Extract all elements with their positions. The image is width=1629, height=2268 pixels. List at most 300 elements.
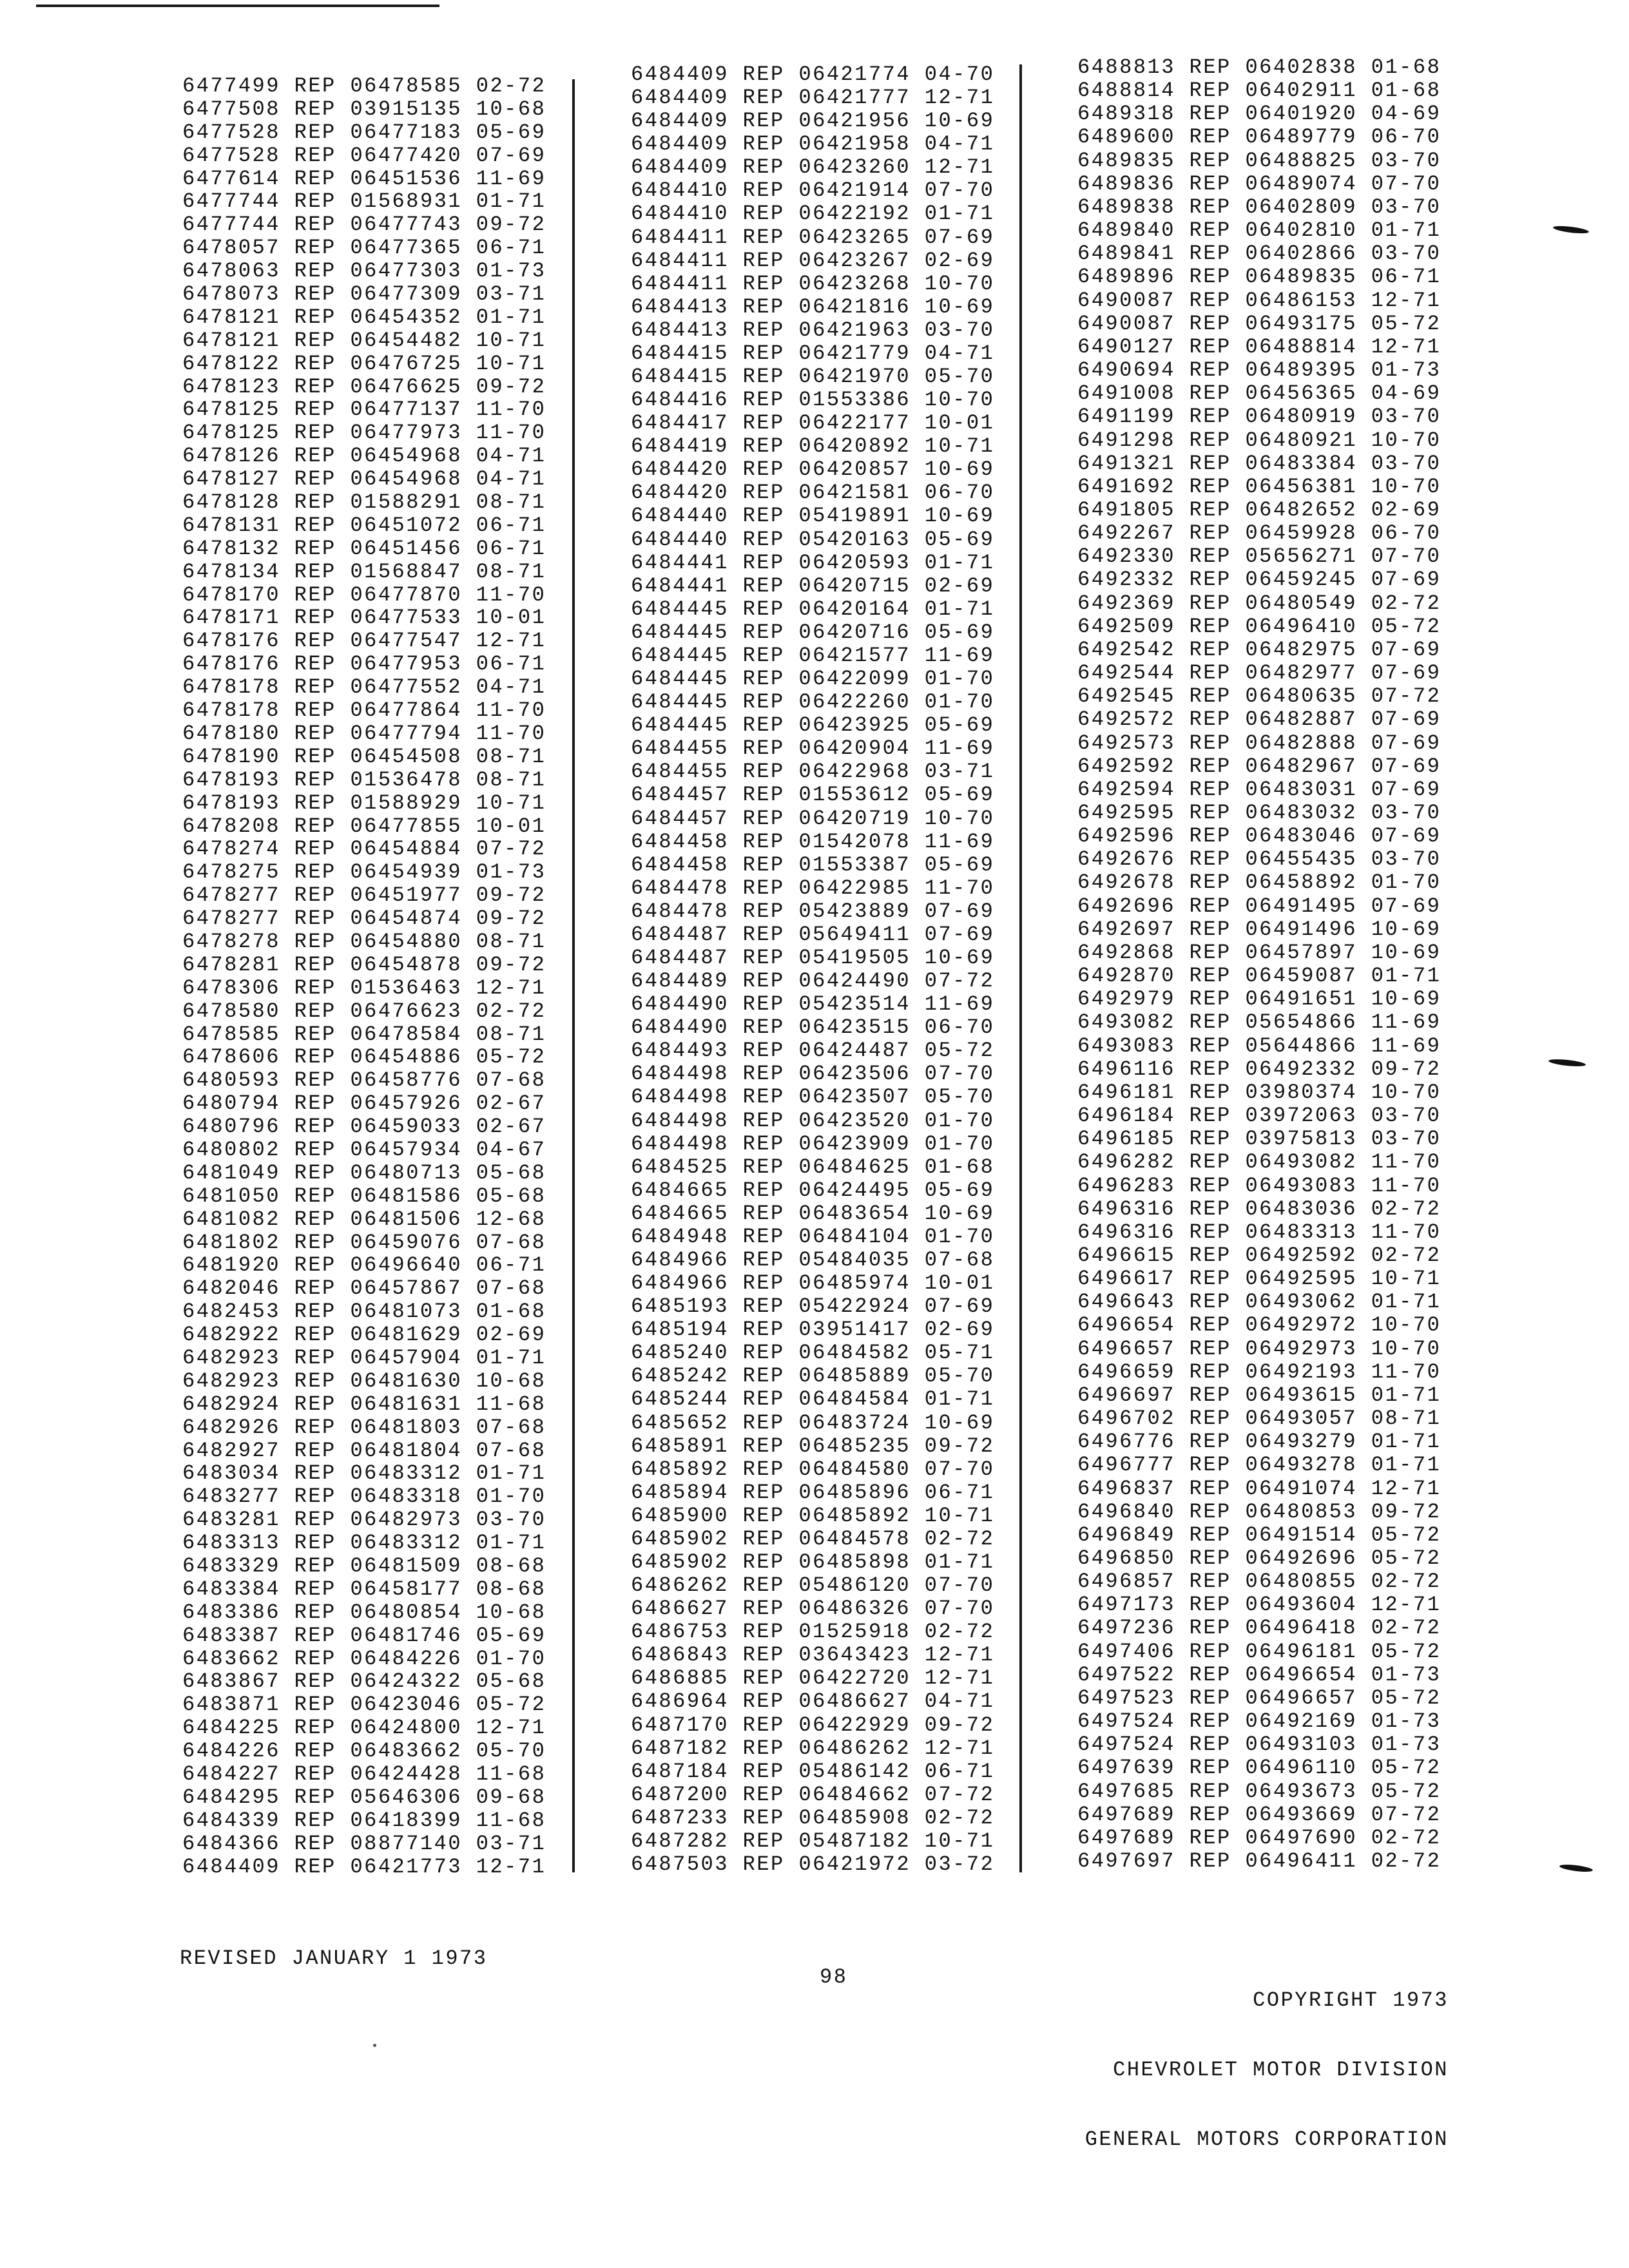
- replacement-number: 06492193: [1245, 1360, 1358, 1384]
- date: 05-72: [476, 1045, 546, 1070]
- table-row: [1077, 1430, 1441, 1454]
- rep-code: REP: [742, 992, 785, 1017]
- table-row: [182, 1323, 546, 1347]
- date: 10-68: [476, 97, 546, 121]
- replacement-number: 06488814: [1245, 334, 1358, 359]
- rep-code: REP: [1189, 1546, 1231, 1570]
- part-number: 6492542: [1077, 637, 1175, 662]
- date: 10-01: [476, 814, 546, 838]
- date: 10-69: [1371, 940, 1441, 965]
- date: 05-72: [1371, 1779, 1441, 1803]
- date: 10-71: [476, 328, 546, 352]
- replacement-number: 06454968: [350, 444, 463, 468]
- part-number: 6496837: [1077, 1476, 1175, 1501]
- date: 05-72: [1371, 1523, 1441, 1547]
- table-row: [631, 1365, 994, 1388]
- table-row: [182, 445, 546, 468]
- rep-code: REP: [1189, 870, 1231, 895]
- date: 07-72: [924, 1782, 995, 1807]
- replacement-number: 05419891: [798, 504, 911, 528]
- replacement-number: 05656271: [1245, 544, 1358, 569]
- part-number: 6478580: [182, 999, 280, 1023]
- date: 03-70: [1371, 242, 1441, 266]
- replacement-number: 06480713: [350, 1160, 463, 1185]
- replacement-number: 06457867: [350, 1276, 463, 1301]
- table-row: [1077, 242, 1441, 265]
- part-number: 6496116: [1077, 1057, 1175, 1081]
- replacement-number: 01536463: [350, 975, 463, 1000]
- date: 05-70: [924, 1364, 995, 1389]
- part-number: 6491321: [1077, 451, 1175, 476]
- replacement-number: 06454874: [350, 907, 463, 931]
- part-number: 6485891: [631, 1434, 729, 1458]
- date: 01-70: [476, 1485, 546, 1509]
- part-number: 6496643: [1077, 1290, 1175, 1314]
- replacement-number: 06454968: [350, 467, 463, 492]
- part-number: 6483313: [182, 1531, 280, 1555]
- table-row: [631, 1272, 994, 1295]
- table-row: [182, 1393, 546, 1416]
- table-row: [182, 352, 546, 376]
- date: 10-69: [924, 294, 995, 319]
- table-row: [631, 481, 994, 505]
- date: 01-71: [476, 1461, 546, 1486]
- part-number: 6484295: [182, 1785, 280, 1809]
- rep-code: REP: [742, 852, 785, 877]
- date: 05-71: [924, 1341, 995, 1365]
- table-row: [631, 1504, 994, 1528]
- replacement-number: 06481509: [350, 1554, 463, 1578]
- table-row: [1077, 102, 1441, 126]
- part-number: 6496316: [1077, 1220, 1175, 1244]
- table-row: [1077, 289, 1441, 312]
- date: 06-70: [1371, 521, 1441, 546]
- rep-code: REP: [294, 1485, 336, 1509]
- part-number: 6487233: [631, 1805, 729, 1830]
- replacement-number: 06420164: [798, 597, 911, 621]
- date: 10-69: [1371, 917, 1441, 941]
- table-row: [1077, 1803, 1441, 1827]
- table-row: [1077, 918, 1441, 941]
- rep-code: REP: [742, 1341, 785, 1365]
- rep-code: REP: [1189, 1313, 1231, 1338]
- date: 05-69: [924, 852, 995, 877]
- replacement-number: 06491496: [1245, 917, 1358, 941]
- table-row: [182, 236, 546, 260]
- table-row: [631, 923, 994, 947]
- replacement-number: 06476725: [350, 351, 463, 376]
- table-row: [1077, 1035, 1441, 1058]
- table-row: [631, 63, 994, 86]
- table-row: [631, 877, 994, 900]
- date: 07-69: [1371, 777, 1441, 802]
- rep-code: REP: [742, 1852, 785, 1877]
- part-number: 6488814: [1077, 79, 1175, 103]
- replacement-number: 05487182: [798, 1829, 911, 1853]
- table-row: [1077, 1384, 1441, 1407]
- rep-code: REP: [294, 1669, 336, 1694]
- part-number: 6477614: [182, 166, 280, 191]
- table-row: [182, 1162, 546, 1185]
- rep-code: REP: [742, 1713, 785, 1737]
- part-number: 6492545: [1077, 684, 1175, 709]
- part-number: 6477528: [182, 143, 280, 168]
- part-number: 6485240: [631, 1341, 729, 1365]
- rep-code: REP: [1189, 428, 1231, 452]
- replacement-number: 06492592: [1245, 1243, 1358, 1267]
- part-number: 6482927: [182, 1438, 280, 1463]
- date: 05-72: [1371, 311, 1441, 336]
- table-row: [631, 296, 994, 319]
- part-number: 6497689: [1077, 1802, 1175, 1827]
- date: 06-71: [476, 236, 546, 260]
- rep-code: REP: [742, 178, 785, 203]
- rep-code: REP: [294, 1276, 336, 1301]
- replacement-number: 06478585: [350, 74, 463, 98]
- replacement-number: 06483312: [350, 1531, 463, 1555]
- date: 02-72: [476, 74, 546, 98]
- replacement-number: 05646306: [350, 1785, 463, 1809]
- part-number: 6497524: [1077, 1733, 1175, 1757]
- replacement-number: 05486120: [798, 1573, 911, 1598]
- part-number: 6484458: [631, 829, 729, 854]
- replacement-number: 06481746: [350, 1623, 463, 1648]
- date: 02-72: [1371, 1849, 1441, 1874]
- rep-code: REP: [742, 1434, 785, 1458]
- date: 06-71: [924, 1759, 995, 1783]
- table-row: [1077, 662, 1441, 685]
- part-number: 6478134: [182, 559, 280, 584]
- date: 05-69: [924, 713, 995, 738]
- date: 03-70: [476, 1508, 546, 1532]
- rep-code: REP: [294, 398, 336, 422]
- rep-code: REP: [742, 248, 785, 273]
- part-number: 6489836: [1077, 171, 1175, 196]
- part-number: 6487182: [631, 1736, 729, 1760]
- replacement-number: 06493175: [1245, 311, 1358, 336]
- replacement-number: 06454508: [350, 744, 463, 769]
- replacement-number: 06459245: [1245, 568, 1358, 592]
- replacement-number: 06459087: [1245, 964, 1358, 988]
- replacement-number: 06423909: [798, 1131, 911, 1156]
- copyright-block: [1085, 1943, 1449, 2198]
- date: 06-71: [476, 652, 546, 677]
- replacement-number: 06454482: [350, 328, 463, 352]
- part-number: 6478208: [182, 814, 280, 838]
- part-number: 6478125: [182, 398, 280, 422]
- date: 01-73: [476, 860, 546, 885]
- replacement-number: 06482652: [1245, 497, 1358, 522]
- rep-code: REP: [742, 62, 785, 86]
- part-number: 6483662: [182, 1646, 280, 1671]
- part-number: 6480794: [182, 1091, 280, 1116]
- rep-code: REP: [742, 457, 785, 482]
- replacement-number: 06496657: [1245, 1686, 1358, 1710]
- rep-code: REP: [1189, 707, 1231, 732]
- date: 01-68: [1371, 79, 1441, 103]
- part-number: 6492572: [1077, 707, 1175, 732]
- rep-code: REP: [742, 1782, 785, 1807]
- rep-code: REP: [294, 97, 336, 121]
- replacement-number: 06451072: [350, 513, 463, 537]
- date: 01-71: [924, 1387, 995, 1412]
- rep-code: REP: [294, 1369, 336, 1393]
- date: 06-71: [1371, 265, 1441, 289]
- replacement-number: 06482977: [1245, 661, 1358, 686]
- date: 10-70: [1371, 1080, 1441, 1104]
- table-row: [631, 133, 994, 156]
- table-row: [182, 491, 546, 514]
- table-row: [182, 1139, 546, 1162]
- table-row: [182, 537, 546, 561]
- replacement-number: 06451977: [350, 883, 463, 908]
- table-row: [631, 993, 994, 1016]
- rep-code: REP: [294, 120, 336, 144]
- replacement-number: 06478584: [350, 1022, 463, 1046]
- rep-code: REP: [1189, 591, 1231, 615]
- rep-code: REP: [1189, 917, 1231, 941]
- part-number: 6489835: [1077, 148, 1175, 173]
- rep-code: REP: [742, 155, 785, 180]
- table-row: [631, 1086, 994, 1109]
- replacement-number: 06480855: [1245, 1570, 1358, 1594]
- replacement-number: 06493673: [1245, 1779, 1358, 1803]
- replacement-number: 06477855: [350, 814, 463, 838]
- table-row: [631, 226, 994, 249]
- table-row: [631, 552, 994, 575]
- rep-code: REP: [294, 1531, 336, 1555]
- replacement-number: 06483384: [1245, 451, 1358, 476]
- table-row: [1077, 452, 1441, 476]
- rep-code: REP: [294, 1392, 336, 1416]
- rep-code: REP: [294, 374, 336, 399]
- table-row: [182, 1023, 546, 1046]
- replacement-number: 06477864: [350, 698, 463, 723]
- date: 07-69: [1371, 637, 1441, 662]
- replacement-number: 01542078: [798, 829, 911, 854]
- date: 05-69: [476, 1623, 546, 1648]
- rep-code: REP: [742, 1643, 785, 1667]
- table-row: [182, 1231, 546, 1254]
- replacement-number: 01588291: [350, 490, 463, 515]
- part-number: 6478123: [182, 374, 280, 399]
- table-row: [631, 621, 994, 644]
- replacement-number: 06483312: [350, 1461, 463, 1486]
- rep-code: REP: [294, 1461, 336, 1486]
- table-row: [1077, 1780, 1441, 1803]
- table-row: [182, 213, 546, 236]
- replacement-number: 06402809: [1245, 195, 1358, 219]
- rep-code: REP: [1189, 1383, 1231, 1407]
- replacement-number: 06477547: [350, 629, 463, 653]
- replacement-number: 06485892: [798, 1503, 911, 1528]
- date: 10-70: [1371, 1313, 1441, 1338]
- table-row: [1077, 79, 1441, 102]
- rep-code: REP: [1189, 148, 1231, 173]
- date: 09-68: [476, 1785, 546, 1809]
- rep-code: REP: [742, 899, 785, 923]
- rep-code: REP: [1189, 1290, 1231, 1314]
- date: 01-71: [1371, 1430, 1441, 1454]
- date: 01-68: [1371, 55, 1441, 79]
- date: 01-71: [924, 202, 995, 226]
- replacement-number: 06493669: [1245, 1802, 1358, 1827]
- replacement-number: 06485908: [798, 1805, 911, 1830]
- part-number: 6478190: [182, 744, 280, 769]
- rep-code: REP: [1189, 451, 1231, 476]
- date: 01-71: [1371, 218, 1441, 243]
- top-rule: [36, 5, 439, 7]
- part-number: 6484665: [631, 1178, 729, 1202]
- date: 05-69: [924, 783, 995, 807]
- replacement-number: 06421956: [798, 109, 911, 133]
- rep-code: REP: [294, 1115, 336, 1139]
- date: 02-72: [476, 999, 546, 1023]
- date: 11-70: [1371, 1173, 1441, 1198]
- part-number: 6478193: [182, 767, 280, 792]
- replacement-number: 01525918: [798, 1620, 911, 1644]
- table-row: [631, 1667, 994, 1690]
- table-row: [631, 575, 994, 598]
- table-row: [182, 1462, 546, 1485]
- part-number: 6481050: [182, 1184, 280, 1208]
- replacement-number: 05422924: [798, 1294, 911, 1319]
- replacement-number: 06480853: [1245, 1499, 1358, 1524]
- replacement-number: 06420857: [798, 457, 911, 482]
- date: 10-70: [924, 806, 995, 831]
- table-row: [631, 644, 994, 668]
- table-row: [182, 629, 546, 653]
- date: 08-71: [476, 929, 546, 954]
- date: 05-70: [476, 1739, 546, 1763]
- table-row: [182, 1508, 546, 1532]
- part-number: 6477528: [182, 120, 280, 144]
- date: 01-71: [1371, 1453, 1441, 1477]
- table-row: [182, 168, 546, 191]
- date: 07-68: [476, 1230, 546, 1254]
- date: 01-70: [924, 1108, 995, 1133]
- part-number: 6480802: [182, 1137, 280, 1162]
- part-number: 6484366: [182, 1831, 280, 1856]
- date: 02-72: [1371, 1825, 1441, 1850]
- part-number: 6496316: [1077, 1196, 1175, 1221]
- part-number: 6490087: [1077, 288, 1175, 312]
- part-number: 6478606: [182, 1045, 280, 1070]
- date: 01-70: [476, 1646, 546, 1671]
- replacement-number: 06421970: [798, 365, 911, 389]
- date: 12-68: [476, 1207, 546, 1231]
- date: 04-71: [924, 1689, 995, 1714]
- table-row: [1077, 1338, 1441, 1361]
- table-row: [1077, 871, 1441, 894]
- part-number: 6480593: [182, 1068, 280, 1093]
- rep-code: REP: [294, 1160, 336, 1185]
- date: 07-68: [476, 1415, 546, 1439]
- date: 07-72: [1371, 684, 1441, 709]
- replacement-number: 05654866: [1245, 1010, 1358, 1035]
- replacement-number: 06496418: [1245, 1616, 1358, 1640]
- part-number: 6484411: [631, 271, 729, 296]
- part-number: 6484445: [631, 667, 729, 691]
- rep-code: REP: [742, 876, 785, 900]
- part-number: 6478176: [182, 629, 280, 653]
- date: 10-68: [476, 1600, 546, 1624]
- table-row: [631, 1830, 994, 1853]
- part-number: 6484409: [631, 155, 729, 180]
- table-row: [1077, 1733, 1441, 1756]
- part-number: 6478063: [182, 259, 280, 284]
- replacement-number: 06480921: [1245, 428, 1358, 452]
- table-row: [631, 947, 994, 970]
- date: 07-69: [1371, 707, 1441, 732]
- part-number: 6483386: [182, 1600, 280, 1624]
- replacement-number: 06489395: [1245, 358, 1358, 383]
- part-number: 6484487: [631, 922, 729, 947]
- part-number: 6496777: [1077, 1453, 1175, 1477]
- date: 10-71: [476, 791, 546, 815]
- rep-code: REP: [1189, 102, 1231, 126]
- replacement-number: 05486142: [798, 1759, 911, 1783]
- table-row: [182, 1601, 546, 1624]
- rep-code: REP: [294, 166, 336, 191]
- part-number: 6483387: [182, 1623, 280, 1648]
- part-number: 6484416: [631, 388, 729, 412]
- replacement-number: 06457904: [350, 1345, 463, 1370]
- table-row: [1077, 685, 1441, 708]
- rep-code: REP: [294, 1438, 336, 1463]
- replacement-number: 03643423: [798, 1643, 911, 1667]
- corporation-line: GENERAL MOTORS CORPORATION: [1084, 2128, 1449, 2151]
- table-row: [182, 1693, 546, 1716]
- date: 02-72: [924, 1620, 995, 1644]
- replacement-number: 06421773: [350, 1854, 463, 1879]
- replacement-number: 06423046: [350, 1693, 463, 1717]
- part-number: 6486262: [631, 1573, 729, 1598]
- table-row: [182, 1740, 546, 1763]
- date: 05-68: [476, 1669, 546, 1694]
- rep-code: REP: [294, 1207, 336, 1231]
- date: 07-69: [1371, 661, 1441, 686]
- replacement-number: 05649411: [798, 922, 911, 947]
- date: 08-71: [476, 744, 546, 769]
- table-row: [1077, 1104, 1441, 1128]
- rep-code: REP: [1189, 1523, 1231, 1547]
- table-row: [631, 737, 994, 760]
- rep-code: REP: [294, 1808, 336, 1832]
- date: 06-70: [924, 481, 995, 505]
- rep-code: REP: [1189, 1407, 1231, 1431]
- date: 07-68: [476, 1068, 546, 1093]
- rep-code: REP: [742, 1364, 785, 1389]
- rep-code: REP: [1189, 940, 1231, 965]
- table-row: [631, 783, 994, 807]
- date: 06-70: [1371, 125, 1441, 149]
- date: 12-71: [1371, 334, 1441, 359]
- table-row: [182, 1300, 546, 1323]
- part-number: 6496697: [1077, 1383, 1175, 1407]
- rep-code: REP: [742, 86, 785, 110]
- date: 10-71: [1371, 1267, 1441, 1291]
- table-row: [182, 1046, 546, 1069]
- part-number: 6483034: [182, 1461, 280, 1486]
- rep-code: REP: [1189, 777, 1231, 802]
- table-row: [631, 1714, 994, 1737]
- replacement-number: 06424428: [350, 1762, 463, 1787]
- table-row: [1077, 965, 1441, 988]
- table-row: [1077, 1664, 1441, 1687]
- date: 01-71: [1371, 1383, 1441, 1407]
- rep-code: REP: [1189, 1150, 1231, 1175]
